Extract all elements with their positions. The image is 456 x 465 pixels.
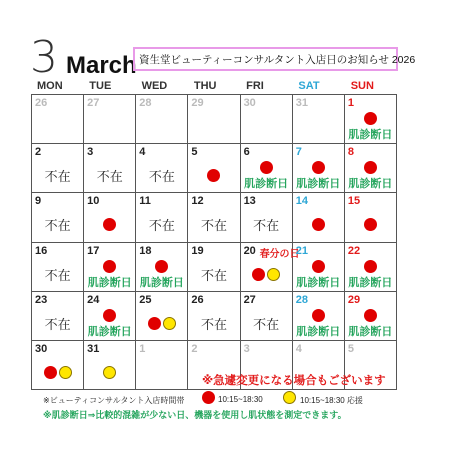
day-number: 5 (191, 146, 198, 159)
month-name: March (66, 52, 137, 79)
day-number: 31 (295, 97, 308, 109)
day-number: 26 (191, 293, 204, 306)
day-number: 20 (243, 244, 256, 257)
time-markers (293, 161, 344, 174)
absent-label: 不在 (148, 218, 175, 234)
calendar-day-cell (32, 193, 84, 242)
skin-diagnosis-label: 肌診断日 (296, 178, 341, 191)
absent-label: 不在 (148, 169, 175, 185)
red-dot-icon (364, 218, 377, 231)
red-dot-icon (364, 260, 377, 273)
red-dot-icon (364, 161, 377, 174)
calendar-grid (31, 94, 397, 390)
day-number: 15 (347, 195, 361, 208)
day-number: 11 (139, 195, 151, 208)
skin-diagnosis-label: 肌診断日 (244, 178, 289, 191)
absent-label: 不在 (200, 267, 227, 283)
day-number: 3 (243, 342, 250, 355)
warning-text: ※急遽変更になる場合もございます (202, 375, 386, 387)
day-number: 12 (191, 195, 204, 208)
day-number: 31 (87, 342, 100, 355)
time-markers (293, 309, 344, 322)
legend-red-dot-icon (202, 391, 215, 404)
day-number: 30 (35, 342, 48, 355)
red-dot-icon (312, 309, 325, 322)
day-number: 6 (243, 146, 250, 159)
weekday-mon: MON (37, 80, 63, 92)
skin-diagnosis-label: 肌診断日 (139, 276, 184, 289)
day-number: 1 (347, 97, 354, 109)
yellow-dot-icon (59, 366, 72, 379)
day-number: 4 (139, 146, 146, 159)
red-dot-icon (44, 366, 57, 379)
red-dot-icon (312, 260, 325, 273)
time-markers (84, 260, 135, 273)
day-number: 24 (87, 293, 100, 306)
calendar-day-cell (241, 95, 293, 144)
legend-yellow-time: 10:15~18:30 応援 (300, 396, 363, 405)
calendar-day-cell (188, 243, 240, 292)
notice-box: 資生堂ビューティーコンサルタント入店日のお知らせ 2026 (133, 47, 398, 71)
day-number: 17 (87, 244, 100, 257)
calendar-day-cell (345, 95, 397, 144)
holiday-label: 春分の日 (259, 248, 300, 260)
skin-diagnosis-label: 肌診断日 (348, 129, 393, 141)
skin-diagnosis-label: 肌診断日 (296, 325, 341, 338)
time-markers (84, 309, 135, 322)
yellow-dot-icon (163, 317, 176, 330)
calendar-day-cell (188, 193, 240, 242)
weekday-sun: SUN (350, 80, 374, 92)
day-number: 26 (35, 97, 48, 109)
skin-diagnosis-label: 肌診断日 (296, 276, 341, 289)
absent-label: 不在 (44, 267, 71, 283)
skin-diagnosis-note: ※肌診断日⇒比較的混雑が少ない日、機器を使用し肌状態を測定できます。 (43, 410, 347, 420)
day-number: 29 (191, 97, 204, 109)
day-number: 9 (35, 195, 42, 208)
day-number: 7 (295, 146, 302, 159)
calendar-day-cell (241, 243, 300, 292)
time-markers (188, 169, 239, 182)
red-dot-icon (103, 260, 116, 273)
time-markers (345, 161, 396, 174)
calendar-day-cell (136, 144, 188, 193)
time-markers (345, 112, 396, 125)
calendar-day-cell (136, 341, 188, 390)
day-number: 2 (35, 146, 42, 159)
calendar-day-cell (241, 292, 293, 341)
yellow-dot-icon (267, 268, 280, 281)
time-markers (345, 260, 396, 273)
time-markers (84, 218, 135, 231)
day-number: 13 (243, 195, 256, 208)
calendar-day-cell (345, 193, 397, 242)
time-markers (345, 309, 396, 322)
calendar-day-cell (293, 292, 345, 341)
calendar-day-cell (84, 243, 136, 292)
calendar-day-cell (84, 95, 136, 144)
calendar-day-cell (32, 95, 84, 144)
weekday-sat: SAT (298, 80, 320, 92)
absent-label: 不在 (44, 169, 71, 185)
red-dot-icon (312, 161, 325, 174)
month-number: 3 (30, 32, 58, 83)
calendar-day-cell (32, 243, 84, 292)
absent-label: 不在 (253, 218, 280, 234)
skin-diagnosis-label: 肌診断日 (348, 325, 393, 338)
calendar-day-cell (136, 95, 188, 144)
calendar-day-cell (293, 193, 345, 242)
day-number: 18 (139, 244, 152, 257)
absent-label: 不在 (200, 316, 227, 332)
day-number: 10 (87, 195, 100, 208)
skin-diagnosis-label: 肌診断日 (348, 178, 393, 191)
day-number: 21 (295, 244, 308, 257)
day-number: 3 (87, 146, 94, 159)
time-markers (32, 366, 83, 379)
weekday-tue: TUE (89, 80, 112, 92)
calendar-day-cell (84, 341, 136, 390)
weekday-thu: THU (193, 80, 217, 92)
absent-label: 不在 (44, 218, 71, 234)
calendar-day-cell (241, 193, 293, 242)
calendar-day-cell (293, 95, 345, 144)
day-number: 1 (139, 342, 146, 355)
day-number: 16 (35, 244, 48, 257)
skin-diagnosis-label: 肌診断日 (87, 276, 132, 289)
calendar-day-cell (84, 144, 136, 193)
legend-red-time: 10:15~18:30 (218, 395, 263, 404)
time-markers (345, 218, 396, 231)
time-markers (136, 317, 187, 330)
time-markers (293, 218, 344, 231)
day-number: 30 (243, 97, 256, 109)
calendar-day-cell (188, 95, 240, 144)
legend-label: ※ビューティコンサルタント入店時間帯 (43, 396, 185, 405)
red-dot-icon (260, 161, 273, 174)
absent-label: 不在 (200, 218, 227, 234)
time-markers (136, 260, 187, 273)
red-dot-icon (312, 218, 325, 231)
calendar-day-cell (32, 292, 84, 341)
calendar-day-cell (32, 144, 84, 193)
red-dot-icon (207, 169, 220, 182)
calendar-day-cell (84, 193, 136, 242)
day-number: 4 (295, 342, 302, 355)
calendar-day-cell (345, 292, 397, 341)
red-dot-icon (155, 260, 168, 273)
absent-label: 不在 (253, 316, 280, 332)
skin-diagnosis-label: 肌診断日 (348, 276, 393, 289)
red-dot-icon (103, 309, 116, 322)
calendar-day-cell (241, 144, 293, 193)
calendar-day-cell (136, 243, 188, 292)
legend-yellow-dot-icon (283, 391, 296, 404)
time-markers (241, 161, 292, 174)
day-number: 23 (35, 293, 48, 306)
calendar-day-cell (188, 292, 240, 341)
time-markers (293, 260, 344, 273)
day-number: 29 (347, 293, 361, 306)
absent-label: 不在 (96, 169, 123, 185)
day-number: 27 (243, 293, 256, 306)
red-dot-icon (252, 268, 265, 281)
time-markers (84, 366, 135, 379)
calendar-day-cell (188, 144, 240, 193)
time-markers (241, 268, 292, 281)
yellow-dot-icon (103, 366, 116, 379)
day-number: 28 (139, 97, 152, 109)
weekday-wed: WED (141, 80, 168, 92)
day-number: 27 (87, 97, 100, 109)
day-number: 2 (191, 342, 198, 355)
weekday-header-row (31, 80, 397, 94)
red-dot-icon (364, 112, 377, 125)
calendar-day-cell (136, 292, 188, 341)
red-dot-icon (148, 317, 161, 330)
calendar-day-cell (136, 193, 188, 242)
skin-diagnosis-label: 肌診断日 (87, 325, 132, 338)
calendar-day-cell (293, 243, 345, 292)
day-number: 8 (347, 146, 354, 159)
red-dot-icon (364, 309, 377, 322)
absent-label: 不在 (44, 316, 71, 332)
day-number: 19 (191, 244, 204, 257)
day-number: 25 (139, 293, 152, 306)
calendar-day-cell (345, 144, 397, 193)
day-number: 28 (295, 293, 308, 306)
calendar-day-cell (32, 341, 84, 390)
weekday-fri: FRI (246, 80, 264, 92)
day-number: 22 (347, 244, 361, 257)
calendar-day-cell (293, 144, 345, 193)
red-dot-icon (103, 218, 116, 231)
day-number: 14 (295, 195, 308, 208)
calendar-day-cell (84, 292, 136, 341)
day-number: 5 (347, 342, 354, 355)
calendar-day-cell (345, 243, 397, 292)
